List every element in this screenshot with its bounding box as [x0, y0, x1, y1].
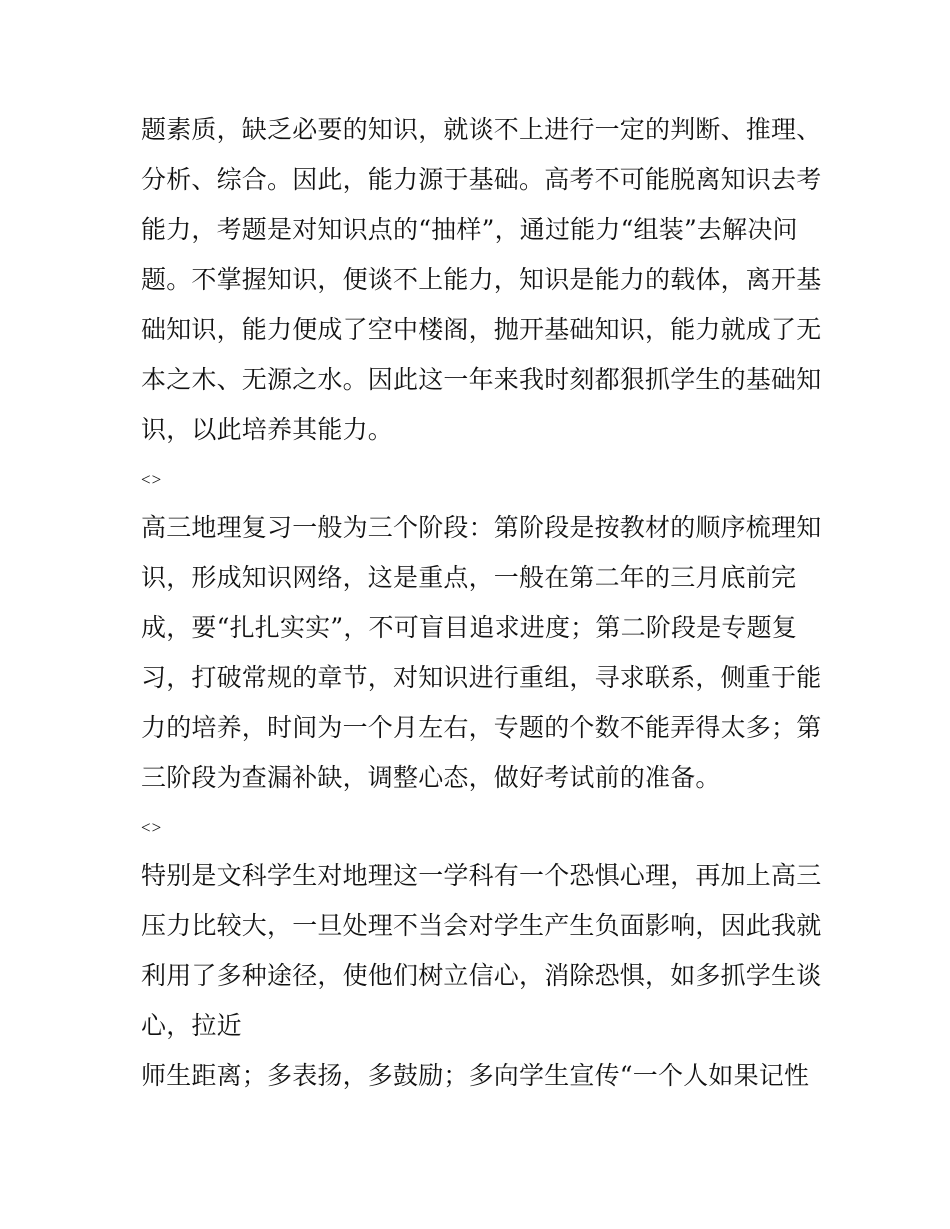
paragraph-1-line-4: 题。不掌握知识，便谈不上能力，知识是能力的载体，离开基	[141, 265, 822, 294]
paragraph-3-line-2: 压力比较大，一旦处理不当会对学生产生负面影响，因此我就	[141, 911, 822, 940]
paragraph-2-line-3: 成，要“扎扎实实”，不可盲目追求进度；第二阶段是专题复	[141, 613, 797, 642]
paragraph-1-line-3: 能力，考题是对知识点的“抽样”，通过能力“组装”去解决问	[141, 215, 798, 244]
paragraph-1-line-5: 础知识，能力便成了空中楼阁，抛开基础知识，能力就成了无	[141, 315, 822, 344]
paragraph-1-line-2: 分析、综合。因此，能力源于基础。高考不可能脱离知识去考	[141, 165, 822, 194]
paragraph-2-line-2: 识，形成知识网络，这是重点，一般在第二年的三月底前完	[141, 563, 797, 592]
paragraph-2-line-1: 高三地理复习一般为三个阶段：第阶段是按教材的顺序梳理知	[141, 513, 822, 542]
paragraph-3-line-5: 师生距离；多表扬，多鼓励；多向学生宣传“一个人如果记性	[141, 1061, 810, 1090]
paragraph-1-line-6: 本之木、无源之水。因此这一年来我时刻都狠抓学生的基础知	[141, 365, 822, 394]
paragraph-3-line-4: 心，拉近	[141, 1011, 242, 1040]
section-separator-2: <>	[141, 818, 163, 837]
paragraph-2-line-6: 三阶段为查漏补缺，调整心态，做好考试前的准备。	[141, 763, 721, 792]
paragraph-2-line-4: 习，打破常规的章节，对知识进行重组，寻求联系，侧重于能	[141, 663, 822, 692]
paragraph-3-line-1: 特别是文科学生对地理这一学科有一个恐惧心理，再加上高三	[141, 861, 822, 890]
paragraph-2-line-5: 力的培养，时间为一个月左右，专题的个数不能弄得太多；第	[141, 713, 822, 742]
paragraph-1-line-7: 识，以此培养其能力。	[141, 415, 394, 444]
paragraph-1-line-1: 题素质，缺乏必要的知识，就谈不上进行一定的判断、推理、	[141, 115, 822, 144]
paragraph-3-line-3: 利用了多种途径，使他们树立信心，消除恐惧，如多抓学生谈	[141, 961, 822, 990]
section-separator-1: <>	[141, 470, 163, 489]
